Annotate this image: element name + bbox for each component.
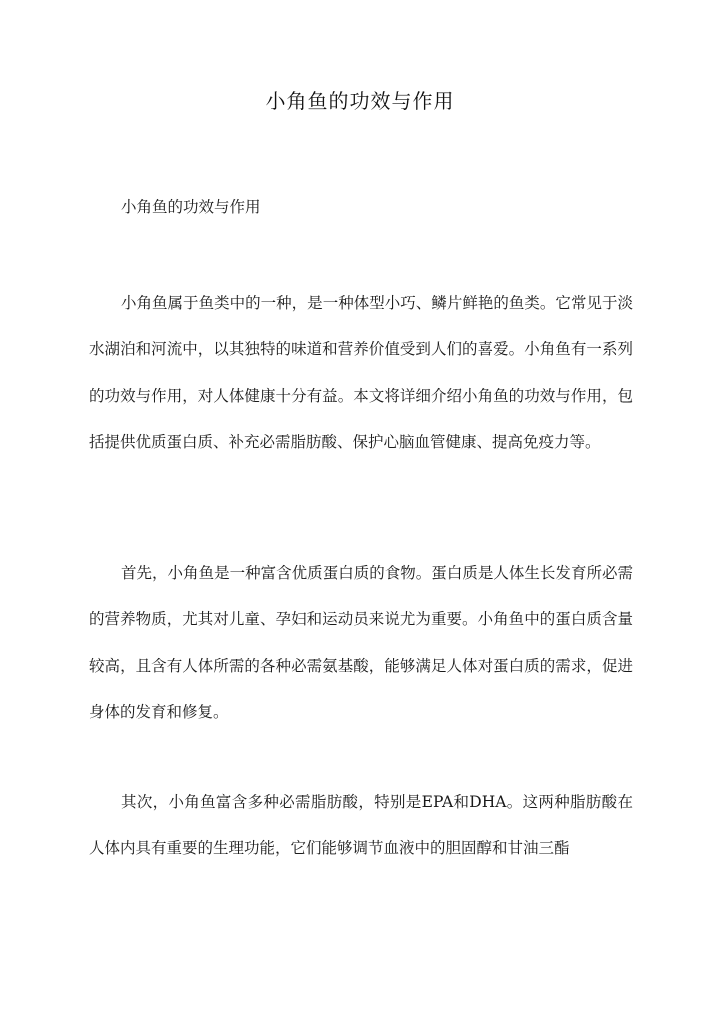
document-title: 小角鱼的功效与作用 xyxy=(265,89,455,113)
paragraph-fatty-acids: 其次，小角鱼富含多种必需脂肪酸，特别是EPA和DHA。这两种脂肪酸在人体内具有重要的生理功能，它们能够调节血液中的胆固醇和甘油三酯 xyxy=(89,793,633,858)
paragraph-intro: 小角鱼属于鱼类中的一种，是一种体型小巧、鳞片鲜艳的鱼类。它常见于淡水湖泊和河流中，以其独特的味道和营养价值受到人们的喜爱。小角鱼有一系列的功效与作用，对人体健康十分有益。本文将详细介绍小角鱼的功效与作用，包括提供优质蛋白质、补充必需脂肪酸、保护心脑血管健康、提高免疫力等。 xyxy=(89,294,633,451)
document-subtitle: 小角鱼的功效与作用 xyxy=(121,198,261,216)
paragraph-protein: 首先，小角鱼是一种富含优质蛋白质的食物。蛋白质是人体生长发育所必需的营养物质，尤其对儿童、孕妇和运动员来说尤为重要。小角鱼中的蛋白质含量较高，且含有人体所需的各种必需氨基酸，能够满足人体对蛋白质的需求，促进身体的发育和修复。 xyxy=(89,564,633,721)
